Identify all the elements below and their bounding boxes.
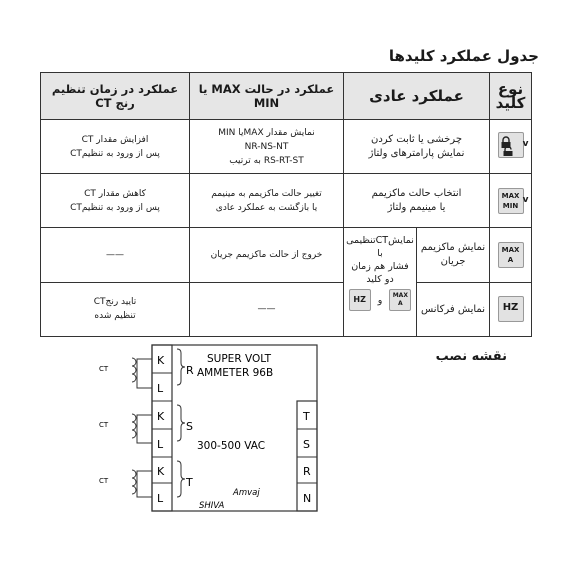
lock-arrow-button: v bbox=[498, 132, 524, 158]
max-min-button: MAX MIN v bbox=[498, 188, 524, 214]
ct-coil-icon bbox=[132, 470, 152, 497]
ct-function-cell: تایید رنجCT تنظیم شده bbox=[41, 282, 190, 337]
terminal-k: K bbox=[157, 410, 165, 423]
voltage-label: 300-500 VAC bbox=[197, 440, 266, 452]
page-title: جدول عملکرد کلیدها bbox=[388, 47, 539, 65]
hz-button: HZ bbox=[498, 296, 524, 322]
mounting-title: نقشه نصب bbox=[435, 349, 507, 364]
terminal-l: L bbox=[157, 438, 164, 451]
device-name-line2: AMMETER 96B bbox=[197, 367, 274, 379]
table-row bbox=[41, 120, 532, 174]
ct-label: CT bbox=[99, 421, 109, 429]
phase-t: T bbox=[186, 476, 193, 489]
table-header-row bbox=[41, 73, 532, 120]
normal-function-cell: انتخاب حالت ماکزیمم یا مینیمم ولتاژ bbox=[344, 174, 490, 228]
key-cell bbox=[490, 282, 532, 337]
max-min-function-cell: خروج از حالت ماکزیمم جریان bbox=[190, 228, 344, 283]
ct-label: CT bbox=[99, 365, 109, 373]
phase-s: S bbox=[186, 420, 193, 433]
terminal-s: S bbox=[303, 438, 310, 451]
max-a-small-button: MAX A bbox=[389, 289, 411, 311]
key-cell bbox=[490, 120, 532, 174]
lock-arrow-icon bbox=[499, 135, 523, 157]
terminal-k: K bbox=[157, 354, 165, 367]
max-a-button: MAX A bbox=[498, 242, 524, 268]
phase-r: R bbox=[186, 364, 194, 377]
terminal-k: K bbox=[157, 465, 165, 478]
brand-shiva: SHIVA bbox=[199, 501, 225, 511]
header-max-min: عملکرد در حالت MAX یا MIN bbox=[190, 73, 344, 120]
terminal-t: T bbox=[303, 410, 310, 423]
combined-press-cell: نمایشCTتنظیمی با فشار هم زمان دو کلید MAX A و HZ bbox=[344, 228, 416, 336]
key-cell bbox=[490, 174, 532, 228]
normal-function-cell: نمایش ماکزیمم جریان نمایش فرکانس نمایشCTتنظیمی با فشار هم زمان دو کلید MAX A و HZ bbox=[344, 228, 490, 337]
header-key-type: نوع کلید bbox=[490, 73, 532, 120]
terminal-l: L bbox=[157, 382, 164, 395]
max-min-function-cell: نمایش مقدار MAXیا MIN NR-NS-NT به ترتیب RS-RT-ST bbox=[190, 120, 344, 174]
key-cell bbox=[490, 228, 532, 283]
header-ct-setting: عملکرد در زمان تنظیم رنج CT bbox=[41, 73, 190, 120]
ct-function-cell: —— bbox=[41, 228, 190, 283]
ct-function-cell: کاهش مقدار CT پس از ورود به تنظیمCT bbox=[41, 174, 190, 228]
table-row bbox=[41, 174, 532, 228]
header-normal: عملکرد عادی bbox=[344, 73, 490, 120]
device-name-line1: SUPER VOLT bbox=[207, 353, 272, 365]
brand-amvaj: Amvaj bbox=[233, 488, 260, 498]
max-min-function-cell: تغییر حالت ماکزیمم به مینیمم یا بازگشت به عملکرد عادی bbox=[190, 174, 344, 228]
normal-function-cell: چرخشی یا ثابت کردن نمایش پارامترهای ولتاژ bbox=[344, 120, 490, 174]
table-row bbox=[41, 228, 532, 283]
ct-label: CT bbox=[99, 477, 109, 485]
max-min-function-cell: —— bbox=[190, 282, 344, 337]
terminal-l: L bbox=[157, 492, 164, 505]
ct-function-cell: افزایش مقدار CT پس از ورود به تنظیمCT bbox=[41, 120, 190, 174]
key-function-table bbox=[40, 72, 532, 337]
wiring-diagram bbox=[95, 340, 325, 520]
ct-coil-icon bbox=[132, 414, 152, 443]
ct-coil-icon bbox=[132, 358, 152, 388]
terminal-r: R bbox=[303, 465, 311, 478]
hz-small-button: HZ bbox=[349, 289, 371, 311]
terminal-n: N bbox=[303, 492, 312, 505]
